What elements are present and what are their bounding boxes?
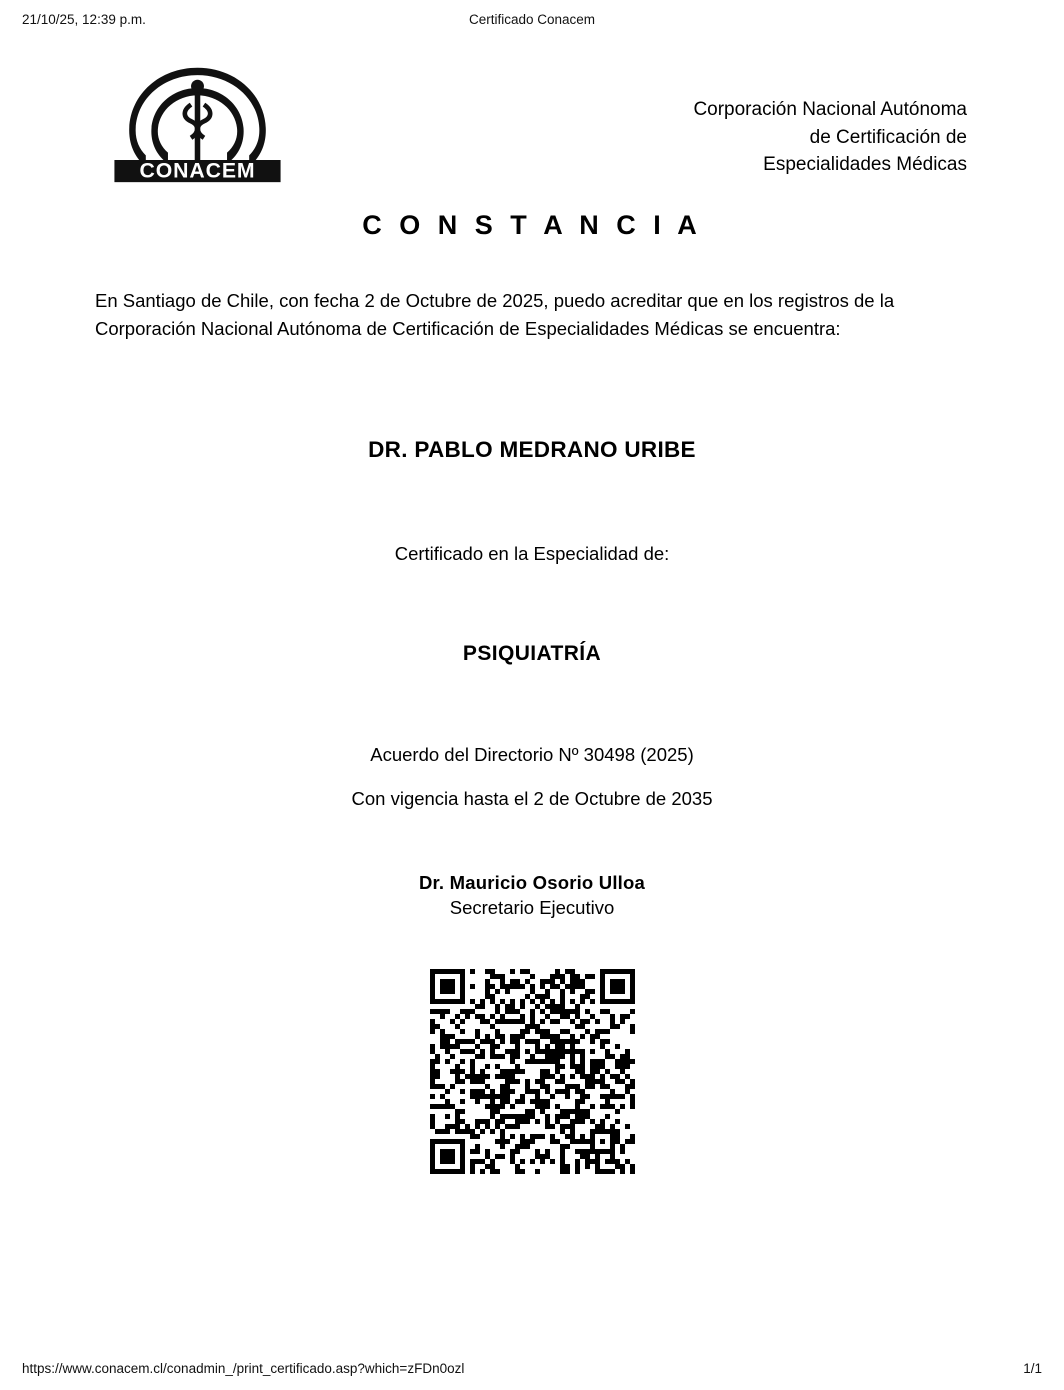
certificate-sheet	[0, 58, 1064, 1338]
print-header	[0, 12, 1064, 27]
certificate-header	[95, 58, 969, 184]
validity-text: Con vigencia hasta el 2 de Octubre de 2035	[351, 787, 713, 809]
print-footer	[0, 1361, 1064, 1376]
specialty-label: Certificado en la Especialidad de:	[394, 542, 670, 564]
board-agreement: Acuerdo del Directorio Nº 30498 (2025)	[370, 743, 694, 765]
conacem-logo	[105, 64, 290, 184]
doctor-name: DR. PABLO MEDRANO URIBE	[368, 436, 696, 462]
organization-line-1: Corporación Nacional Autónoma	[693, 99, 967, 120]
organization-name	[693, 96, 969, 179]
certificate-intro-text: En Santiago de Chile, con fecha 2 de Octubre de 2025, puedo acreditar que en los registros de la Corporación Nacional Autónoma de Certificación de Especialidades Médicas se encuentra:	[95, 290, 895, 339]
print-page-number: 1/1	[1023, 1361, 1042, 1376]
svg-text:CONACEM: CONACEM	[139, 159, 256, 183]
signature-name: Dr. Mauricio Osorio Ulloa	[418, 871, 645, 893]
signature-role: Secretario Ejecutivo	[449, 896, 615, 918]
qr-code-container	[95, 969, 969, 1174]
qr-code	[430, 969, 635, 1174]
certificate-title: C O N S T A N C I A	[362, 210, 702, 240]
print-timestamp: 21/10/25, 12:39 p.m.	[22, 12, 146, 27]
specialty-value: PSIQUIATRÍA	[462, 641, 602, 665]
organization-line-2: de Certificación de	[809, 126, 967, 148]
signature-block	[95, 872, 969, 919]
organization-line-3: Especialidades Médicas	[763, 154, 967, 176]
print-url: https://www.conacem.cl/conadmin_/print_certificado.asp?which=zFDn0ozl	[22, 1361, 465, 1376]
print-document-title: Certificado Conacem	[468, 12, 596, 27]
